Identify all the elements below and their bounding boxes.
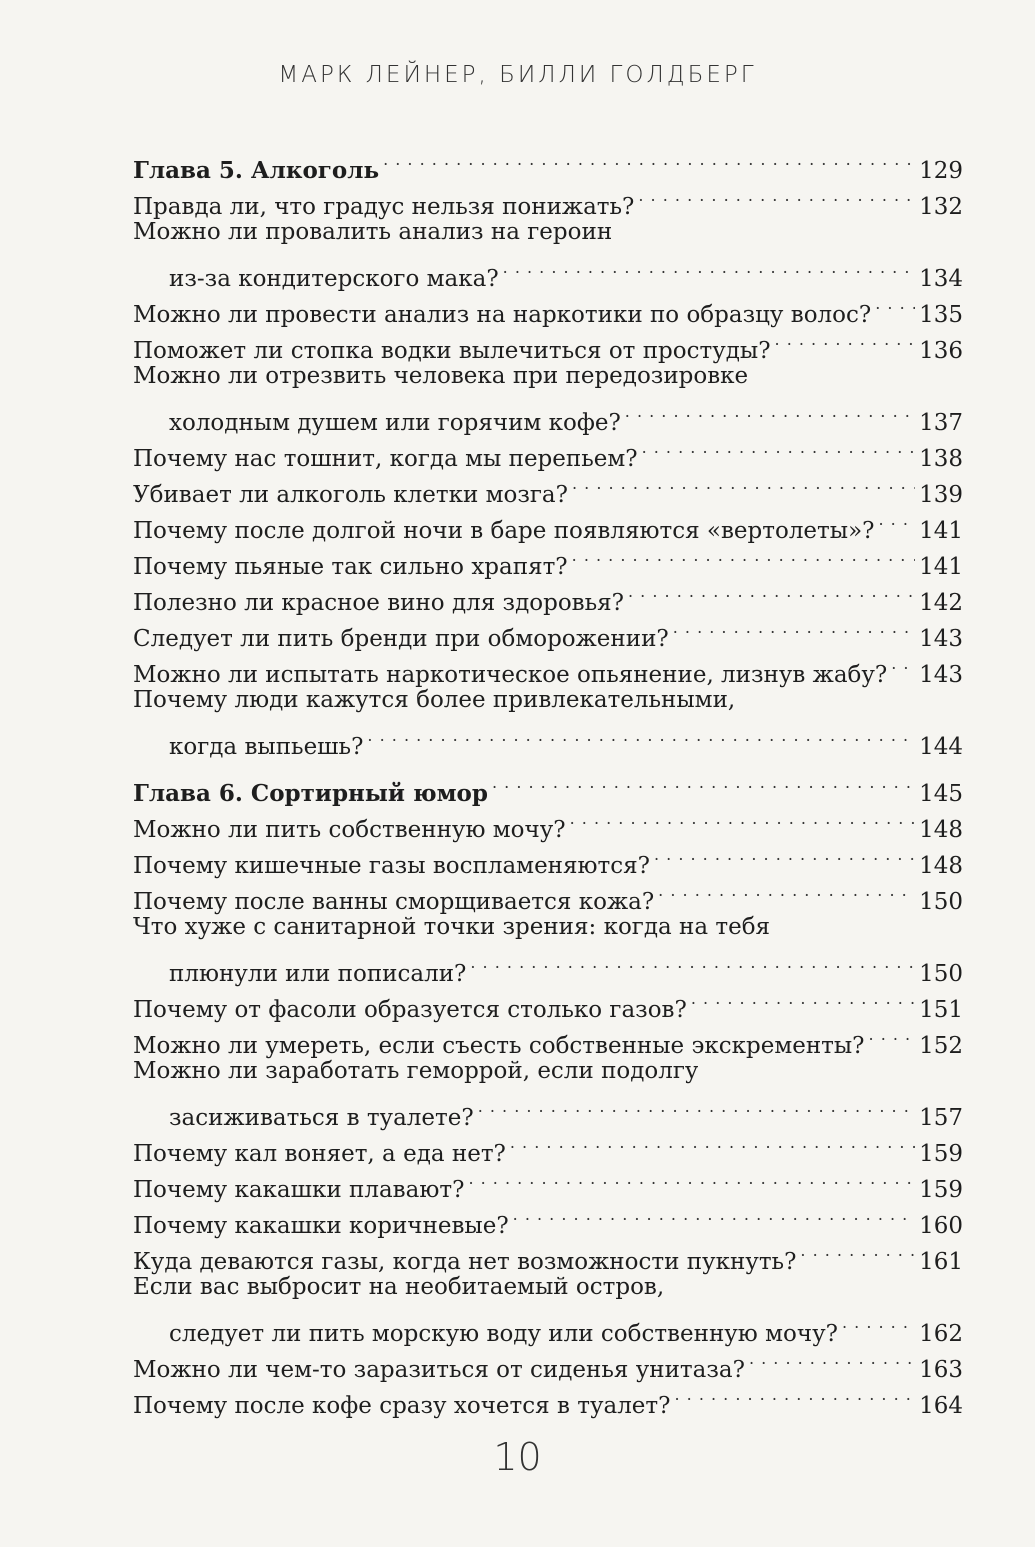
dot-leader — [513, 1197, 915, 1233]
toc-page-number: 142 — [919, 590, 963, 616]
entry-title: Что хуже с санитарной точки зрения: когда на тебя — [133, 914, 771, 940]
entry-title: Можно ли провести анализ на наркотики по образцу волос? — [133, 302, 872, 328]
entry-title: Можно ли испытать наркотическое опьянение, лизнув жабу? — [133, 662, 888, 688]
toc-line — [133, 250, 963, 292]
entry-title: Можно ли отрезвить человека при передозировке — [133, 363, 749, 389]
toc-line — [133, 466, 963, 508]
toc-page-number: 141 — [919, 518, 963, 544]
toc-line — [133, 1269, 963, 1305]
toc-line — [133, 286, 963, 328]
dot-leader — [691, 981, 915, 1017]
dot-leader — [638, 178, 915, 214]
chapter-title: Глава 6. Сортирный юмор — [133, 780, 488, 807]
dot-leader — [478, 1089, 915, 1125]
toc-line — [133, 646, 963, 688]
entry-title: Можно ли провалить анализ на героин — [133, 219, 613, 245]
toc-line — [133, 394, 963, 436]
toc-line — [133, 909, 963, 945]
page-number: 10 — [493, 1435, 542, 1479]
toc-entry — [133, 909, 963, 987]
toc-chapter — [133, 142, 963, 184]
entry-title: следует ли пить морскую воду или собственную мочу? — [169, 1321, 838, 1347]
toc-entry — [133, 430, 963, 472]
entry-title: Почему после кофе сразу хочется в туалет? — [133, 1393, 671, 1419]
toc-line — [133, 873, 963, 915]
chapter-title: Глава 5. Алкоголь — [133, 157, 380, 184]
dot-leader — [658, 873, 915, 909]
toc-entry — [133, 1125, 963, 1167]
toc-entry — [133, 801, 963, 843]
toc-entry — [133, 214, 963, 292]
toc-line — [133, 682, 963, 718]
toc-line — [133, 1377, 963, 1419]
toc-entry — [133, 646, 963, 688]
running-head: МАРК ЛЕЙНЕР, БИЛЛИ ГОЛДБЕРГ — [278, 62, 757, 88]
toc-entry — [133, 538, 963, 580]
toc-page-number: 164 — [919, 1393, 963, 1419]
toc-page-number: 152 — [919, 1033, 963, 1059]
toc-line — [133, 214, 963, 250]
entry-title: Почему после ванны сморщивается кожа? — [133, 889, 655, 915]
toc-entry — [133, 1053, 963, 1131]
entry-title: Почему какашки плавают? — [133, 1177, 465, 1203]
entry-title: Почему кал воняет, а еда нет? — [133, 1141, 506, 1167]
toc-line — [133, 801, 963, 843]
entry-title: засиживаться в туалете? — [169, 1105, 474, 1131]
toc-entry — [133, 1341, 963, 1383]
toc-line — [133, 1341, 963, 1383]
toc-page-number: 148 — [919, 853, 963, 879]
toc-entry — [133, 1377, 963, 1419]
entry-title: холодным душем или горячим кофе? — [169, 410, 621, 436]
entry-title: Можно ли чем-то заразиться от сиденья унитаза? — [133, 1357, 745, 1383]
dot-leader — [642, 430, 916, 466]
dot-leader — [800, 1233, 915, 1269]
toc-line — [133, 322, 963, 364]
toc-line — [133, 945, 963, 987]
dot-leader — [878, 502, 915, 538]
toc-line — [133, 837, 963, 879]
entry-title: Можно ли пить собственную мочу? — [133, 817, 566, 843]
toc-page-number: 143 — [919, 626, 963, 652]
dot-leader — [654, 837, 915, 873]
toc-entry — [133, 873, 963, 915]
toc-line — [133, 502, 963, 544]
toc-page-number: 134 — [919, 266, 963, 292]
toc-line — [133, 1161, 963, 1203]
entry-title: Полезно ли красное вино для здоровья? — [133, 590, 624, 616]
toc-page-number: 151 — [919, 997, 963, 1023]
toc-page-number: 138 — [919, 446, 963, 472]
entry-title: Можно ли умереть, если съесть собственные экскременты? — [133, 1033, 865, 1059]
toc-chapter — [133, 765, 963, 807]
toc-page-number: 132 — [919, 194, 963, 220]
toc-line — [133, 1233, 963, 1275]
toc-page-number: 157 — [919, 1105, 963, 1131]
dot-leader — [673, 610, 915, 646]
dot-leader — [570, 801, 916, 837]
toc-page-number: 159 — [919, 1177, 963, 1203]
toc-entry — [133, 1161, 963, 1203]
entry-title: плюнули или пописали? — [169, 961, 467, 987]
toc-line — [133, 1125, 963, 1167]
entry-title: Почему кишечные газы воспламеняются? — [133, 853, 650, 879]
toc-page-number: 135 — [919, 302, 963, 328]
toc-page-number: 161 — [919, 1249, 963, 1275]
entry-title: Почему люди кажутся более привлекательными, — [133, 687, 736, 713]
toc-entry — [133, 574, 963, 616]
entry-title: Правда ли, что градус нельзя понижать? — [133, 194, 635, 220]
dot-leader — [470, 945, 915, 981]
toc-line — [133, 1017, 963, 1059]
toc-entry — [133, 1233, 963, 1275]
toc-page-number: 163 — [919, 1357, 963, 1383]
toc-page-number: 145 — [919, 781, 963, 807]
toc-page-number: 141 — [919, 554, 963, 580]
toc-page-number: 162 — [919, 1321, 963, 1347]
dot-leader — [572, 538, 915, 574]
toc-page-number: 129 — [919, 158, 963, 184]
dot-leader — [625, 394, 915, 430]
dot-leader — [503, 250, 915, 286]
toc-entry — [133, 466, 963, 508]
toc-line — [133, 718, 963, 760]
entry-title: Почему какашки коричневые? — [133, 1213, 509, 1239]
toc-line — [133, 178, 963, 220]
dot-leader — [468, 1161, 915, 1197]
toc-entry — [133, 322, 963, 364]
dot-leader — [674, 1377, 915, 1413]
toc-line — [133, 430, 963, 472]
toc-entry — [133, 1197, 963, 1239]
toc-entry — [133, 1269, 963, 1347]
toc-page-number: 159 — [919, 1141, 963, 1167]
entry-title: Почему после долгой ночи в баре появляются «вертолеты»? — [133, 518, 875, 544]
dot-leader — [510, 1125, 915, 1161]
toc-line — [133, 981, 963, 1023]
toc-entry — [133, 286, 963, 328]
toc-page-number: 136 — [919, 338, 963, 364]
toc-page-number: 148 — [919, 817, 963, 843]
dot-leader — [383, 142, 915, 178]
toc-entry — [133, 178, 963, 220]
toc-entry — [133, 1017, 963, 1059]
toc-entry — [133, 502, 963, 544]
dot-leader — [749, 1341, 915, 1377]
entry-title: Почему нас тошнит, когда мы перепьем? — [133, 446, 638, 472]
entry-title: Почему пьяные так сильно храпят? — [133, 554, 568, 580]
entry-title: из-за кондитерского мака? — [169, 266, 499, 292]
toc-line — [133, 358, 963, 394]
toc-line — [133, 1053, 963, 1089]
toc-page-number: 150 — [919, 889, 963, 915]
dot-leader — [367, 718, 915, 754]
toc-page-number: 139 — [919, 482, 963, 508]
entry-title: Куда деваются газы, когда нет возможности пукнуть? — [133, 1249, 797, 1275]
toc-entry — [133, 981, 963, 1023]
toc-line — [133, 1197, 963, 1239]
toc-line — [133, 142, 963, 184]
entry-title: Можно ли заработать геморрой, если подолгу — [133, 1058, 699, 1084]
dot-leader — [875, 286, 915, 322]
entry-title: Если вас выбросит на необитаемый остров, — [133, 1274, 665, 1300]
entry-title: Почему от фасоли образуется столько газов? — [133, 997, 687, 1023]
entry-title: когда выпьешь? — [169, 734, 364, 760]
toc-entry — [133, 610, 963, 652]
entry-title: Следует ли пить бренди при обморожении? — [133, 626, 669, 652]
dot-leader — [842, 1305, 915, 1341]
toc-entry — [133, 358, 963, 436]
dot-leader — [492, 765, 915, 801]
toc-page-number: 150 — [919, 961, 963, 987]
toc-line — [133, 574, 963, 616]
entry-title: Убивает ли алкоголь клетки мозга? — [133, 482, 568, 508]
toc-line — [133, 1089, 963, 1131]
dot-leader — [869, 1017, 916, 1053]
toc-page-number: 137 — [919, 410, 963, 436]
toc-page-number: 160 — [919, 1213, 963, 1239]
entry-title: Поможет ли стопка водки вылечиться от простуды? — [133, 338, 771, 364]
table-of-contents — [133, 142, 963, 1419]
dot-leader — [572, 466, 915, 502]
dot-leader — [628, 574, 915, 610]
dot-leader — [891, 646, 915, 682]
toc-line — [133, 765, 963, 807]
toc-line — [133, 1305, 963, 1347]
toc-line — [133, 538, 963, 580]
toc-page-number: 143 — [919, 662, 963, 688]
toc-entry — [133, 682, 963, 760]
toc-entry — [133, 837, 963, 879]
toc-page-number: 144 — [919, 734, 963, 760]
toc-line — [133, 610, 963, 652]
dot-leader — [775, 322, 916, 358]
